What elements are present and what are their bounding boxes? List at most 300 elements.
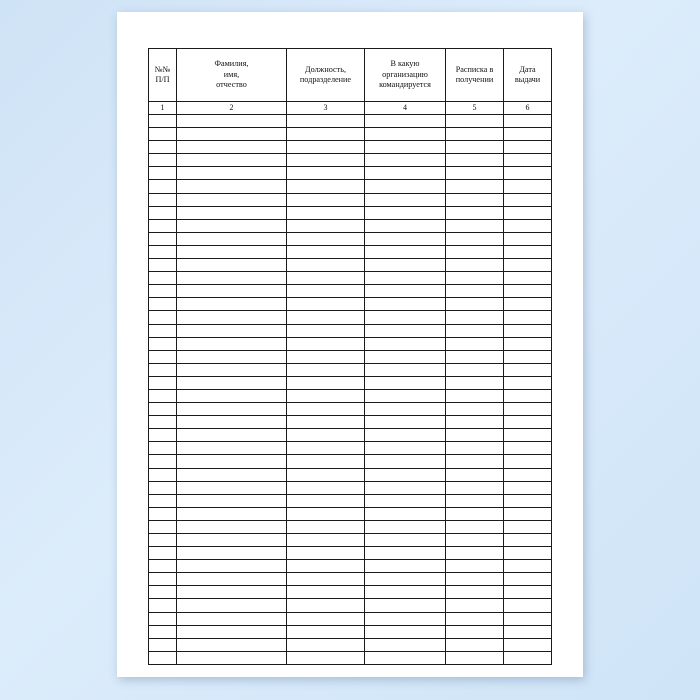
table-cell[interactable] [287, 599, 365, 612]
table-cell[interactable] [504, 651, 552, 664]
table-row[interactable] [149, 625, 552, 638]
table-row[interactable] [149, 128, 552, 141]
table-cell[interactable] [365, 547, 446, 560]
table-cell[interactable] [149, 193, 177, 206]
table-cell[interactable] [446, 403, 504, 416]
table-cell[interactable] [504, 612, 552, 625]
table-cell[interactable] [504, 193, 552, 206]
table-cell[interactable] [446, 481, 504, 494]
table-cell[interactable] [287, 337, 365, 350]
table-cell[interactable] [149, 520, 177, 533]
table-cell[interactable] [446, 167, 504, 180]
table-cell[interactable] [504, 560, 552, 573]
table-cell[interactable] [365, 128, 446, 141]
table-cell[interactable] [149, 154, 177, 167]
table-cell[interactable] [177, 429, 287, 442]
table-cell[interactable] [149, 599, 177, 612]
table-cell[interactable] [177, 403, 287, 416]
table-cell[interactable] [149, 376, 177, 389]
table-cell[interactable] [365, 586, 446, 599]
table-cell[interactable] [504, 167, 552, 180]
table-cell[interactable] [446, 206, 504, 219]
table-cell[interactable] [287, 219, 365, 232]
table-cell[interactable] [177, 376, 287, 389]
table-cell[interactable] [504, 180, 552, 193]
table-row[interactable] [149, 232, 552, 245]
table-cell[interactable] [287, 560, 365, 573]
table-row[interactable] [149, 534, 552, 547]
table-cell[interactable] [446, 442, 504, 455]
table-cell[interactable] [287, 455, 365, 468]
table-cell[interactable] [149, 612, 177, 625]
table-cell[interactable] [287, 442, 365, 455]
table-row[interactable] [149, 245, 552, 258]
table-row[interactable] [149, 311, 552, 324]
table-row[interactable] [149, 599, 552, 612]
table-cell[interactable] [177, 311, 287, 324]
table-cell[interactable] [149, 416, 177, 429]
table-cell[interactable] [365, 285, 446, 298]
table-cell[interactable] [287, 232, 365, 245]
table-cell[interactable] [365, 442, 446, 455]
table-cell[interactable] [177, 507, 287, 520]
table-cell[interactable] [149, 586, 177, 599]
table-cell[interactable] [504, 219, 552, 232]
table-cell[interactable] [149, 403, 177, 416]
table-row[interactable] [149, 206, 552, 219]
table-cell[interactable] [149, 429, 177, 442]
table-row[interactable] [149, 481, 552, 494]
table-cell[interactable] [177, 350, 287, 363]
table-cell[interactable] [365, 115, 446, 128]
column-header-fullname [177, 49, 287, 102]
table-cell[interactable] [365, 311, 446, 324]
table-cell[interactable] [177, 612, 287, 625]
table-cell[interactable] [504, 586, 552, 599]
table-cell[interactable] [446, 638, 504, 651]
table-cell[interactable] [149, 638, 177, 651]
table-row[interactable] [149, 285, 552, 298]
table-cell[interactable] [504, 507, 552, 520]
table-cell[interactable] [365, 167, 446, 180]
table-cell[interactable] [446, 193, 504, 206]
table-row[interactable] [149, 520, 552, 533]
table-cell[interactable] [149, 350, 177, 363]
table-cell[interactable] [287, 625, 365, 638]
table-cell[interactable] [287, 612, 365, 625]
table-cell[interactable] [177, 206, 287, 219]
table-cell[interactable] [504, 128, 552, 141]
table-cell[interactable] [504, 154, 552, 167]
table-cell[interactable] [446, 311, 504, 324]
table-cell[interactable] [149, 128, 177, 141]
table-cell[interactable] [287, 481, 365, 494]
table-row[interactable] [149, 612, 552, 625]
table-cell[interactable] [365, 350, 446, 363]
table-cell[interactable] [365, 520, 446, 533]
table-cell[interactable] [446, 154, 504, 167]
table-cell[interactable] [287, 363, 365, 376]
table-cell[interactable] [365, 141, 446, 154]
table-row[interactable] [149, 154, 552, 167]
table-cell[interactable] [149, 481, 177, 494]
table-cell[interactable] [287, 547, 365, 560]
table-cell[interactable] [365, 180, 446, 193]
table-row[interactable] [149, 337, 552, 350]
table-cell[interactable] [365, 507, 446, 520]
table-cell[interactable] [446, 494, 504, 507]
table-cell[interactable] [504, 573, 552, 586]
table-cell[interactable] [446, 128, 504, 141]
table-row[interactable] [149, 638, 552, 651]
table-cell[interactable] [177, 638, 287, 651]
table-cell[interactable] [504, 389, 552, 402]
table-row[interactable] [149, 180, 552, 193]
table-cell[interactable] [149, 285, 177, 298]
table-cell[interactable] [177, 494, 287, 507]
table-cell[interactable] [149, 219, 177, 232]
table-cell[interactable] [504, 625, 552, 638]
table-cell[interactable] [446, 625, 504, 638]
table-cell[interactable] [149, 311, 177, 324]
table-cell[interactable] [177, 128, 287, 141]
table-cell[interactable] [365, 193, 446, 206]
table-cell[interactable] [446, 547, 504, 560]
table-cell[interactable] [365, 154, 446, 167]
table-cell[interactable] [177, 219, 287, 232]
table-cell[interactable] [177, 625, 287, 638]
table-cell[interactable] [504, 298, 552, 311]
table-cell[interactable] [504, 324, 552, 337]
table-cell[interactable] [365, 376, 446, 389]
table-cell[interactable] [446, 298, 504, 311]
table-cell[interactable] [504, 547, 552, 560]
table-cell[interactable] [177, 520, 287, 533]
table-cell[interactable] [287, 259, 365, 272]
table-cell[interactable] [177, 272, 287, 285]
table-row[interactable] [149, 167, 552, 180]
table-cell[interactable] [365, 272, 446, 285]
table-cell[interactable] [177, 651, 287, 664]
table-cell[interactable] [149, 534, 177, 547]
header-line: №№ [154, 64, 171, 74]
table-cell[interactable] [287, 520, 365, 533]
table-cell[interactable] [287, 507, 365, 520]
table-cell[interactable] [365, 232, 446, 245]
table-cell[interactable] [446, 141, 504, 154]
table-cell[interactable] [504, 494, 552, 507]
table-cell[interactable] [446, 612, 504, 625]
table-cell[interactable] [149, 206, 177, 219]
table-cell[interactable] [504, 416, 552, 429]
table-cell[interactable] [365, 494, 446, 507]
table-cell[interactable] [177, 534, 287, 547]
table-cell[interactable] [365, 573, 446, 586]
table-cell[interactable] [177, 389, 287, 402]
table-cell[interactable] [504, 311, 552, 324]
table-cell[interactable] [177, 442, 287, 455]
table-cell[interactable] [287, 141, 365, 154]
table-cell[interactable] [149, 272, 177, 285]
table-cell[interactable] [287, 193, 365, 206]
table-cell[interactable] [446, 350, 504, 363]
table-cell[interactable] [287, 586, 365, 599]
table-cell[interactable] [287, 167, 365, 180]
table-cell[interactable] [149, 324, 177, 337]
table-cell[interactable] [287, 416, 365, 429]
table-cell[interactable] [177, 141, 287, 154]
table-cell[interactable] [446, 389, 504, 402]
table-cell[interactable] [287, 272, 365, 285]
table-cell[interactable] [287, 534, 365, 547]
table-cell[interactable] [365, 403, 446, 416]
table-cell[interactable] [504, 363, 552, 376]
table-row[interactable] [149, 429, 552, 442]
table-row[interactable] [149, 586, 552, 599]
table-row[interactable] [149, 259, 552, 272]
table-cell[interactable] [446, 363, 504, 376]
table-cell[interactable] [365, 219, 446, 232]
table-cell[interactable] [365, 599, 446, 612]
table-cell[interactable] [446, 219, 504, 232]
table-cell[interactable] [149, 494, 177, 507]
table-cell[interactable] [446, 429, 504, 442]
table-cell[interactable] [446, 560, 504, 573]
table-cell[interactable] [365, 416, 446, 429]
table-cell[interactable] [365, 468, 446, 481]
column-header-position [287, 49, 365, 102]
table-cell[interactable] [446, 245, 504, 258]
table-cell[interactable] [149, 298, 177, 311]
table-cell[interactable] [149, 547, 177, 560]
table-cell[interactable] [504, 468, 552, 481]
table-cell[interactable] [287, 573, 365, 586]
table-cell[interactable] [504, 141, 552, 154]
table-cell[interactable] [287, 324, 365, 337]
table-cell[interactable] [177, 599, 287, 612]
table-row[interactable] [149, 455, 552, 468]
table-cell[interactable] [446, 507, 504, 520]
table-cell[interactable] [177, 416, 287, 429]
table-row[interactable] [149, 324, 552, 337]
table-cell[interactable] [365, 298, 446, 311]
table-cell[interactable] [287, 154, 365, 167]
table-cell[interactable] [177, 455, 287, 468]
table-cell[interactable] [149, 232, 177, 245]
table-row[interactable] [149, 272, 552, 285]
table-cell[interactable] [446, 259, 504, 272]
table-cell[interactable] [177, 560, 287, 573]
table-cell[interactable] [177, 573, 287, 586]
table-row[interactable] [149, 219, 552, 232]
table-cell[interactable] [504, 442, 552, 455]
table-cell[interactable] [149, 442, 177, 455]
table-cell[interactable] [504, 115, 552, 128]
table-cell[interactable] [149, 180, 177, 193]
table-cell[interactable] [287, 115, 365, 128]
table-cell[interactable] [149, 167, 177, 180]
table-cell[interactable] [149, 245, 177, 258]
table-row[interactable] [149, 573, 552, 586]
table-cell[interactable] [504, 534, 552, 547]
table-cell[interactable] [287, 376, 365, 389]
table-cell[interactable] [365, 534, 446, 547]
table-row[interactable] [149, 115, 552, 128]
table-cell[interactable] [365, 259, 446, 272]
table-cell[interactable] [446, 599, 504, 612]
table-cell[interactable] [177, 180, 287, 193]
table-cell[interactable] [177, 115, 287, 128]
table-cell[interactable] [365, 337, 446, 350]
table-cell[interactable] [177, 167, 287, 180]
table-cell[interactable] [365, 389, 446, 402]
table-cell[interactable] [177, 481, 287, 494]
table-cell[interactable] [365, 612, 446, 625]
table-cell[interactable] [446, 520, 504, 533]
table-cell[interactable] [504, 376, 552, 389]
table-cell[interactable] [177, 363, 287, 376]
table-cell[interactable] [287, 403, 365, 416]
table-row[interactable] [149, 560, 552, 573]
table-row[interactable] [149, 442, 552, 455]
table-cell[interactable] [365, 638, 446, 651]
table-cell[interactable] [287, 311, 365, 324]
column-number-cell: 5 [446, 102, 504, 115]
table-cell[interactable] [365, 560, 446, 573]
table-cell[interactable] [149, 625, 177, 638]
table-row[interactable] [149, 416, 552, 429]
table-cell[interactable] [504, 259, 552, 272]
table-row[interactable] [149, 193, 552, 206]
table-cell[interactable] [287, 206, 365, 219]
table-cell[interactable] [446, 285, 504, 298]
table-cell[interactable] [504, 337, 552, 350]
table-cell[interactable] [287, 429, 365, 442]
table-cell[interactable] [149, 389, 177, 402]
table-cell[interactable] [149, 560, 177, 573]
column-header-number [149, 49, 177, 102]
table-cell[interactable] [504, 481, 552, 494]
table-cell[interactable] [177, 193, 287, 206]
table-cell[interactable] [504, 206, 552, 219]
table-cell[interactable] [177, 285, 287, 298]
table-row[interactable] [149, 389, 552, 402]
table-cell[interactable] [446, 586, 504, 599]
table-cell[interactable] [177, 586, 287, 599]
table-row[interactable] [149, 468, 552, 481]
table-cell[interactable] [504, 245, 552, 258]
table-cell[interactable] [287, 468, 365, 481]
table-cell[interactable] [149, 115, 177, 128]
table-row[interactable] [149, 494, 552, 507]
table-row[interactable] [149, 547, 552, 560]
table-cell[interactable] [287, 494, 365, 507]
table-cell[interactable] [287, 298, 365, 311]
table-cell[interactable] [177, 298, 287, 311]
table-cell[interactable] [177, 154, 287, 167]
table-cell[interactable] [504, 232, 552, 245]
table-cell[interactable] [504, 455, 552, 468]
table-cell[interactable] [365, 481, 446, 494]
table-cell[interactable] [446, 115, 504, 128]
form-sheet [148, 48, 551, 665]
table-cell[interactable] [365, 245, 446, 258]
table-cell[interactable] [177, 245, 287, 258]
table-cell[interactable] [177, 232, 287, 245]
table-cell[interactable] [287, 128, 365, 141]
table-row[interactable] [149, 298, 552, 311]
table-cell[interactable] [177, 259, 287, 272]
table-cell[interactable] [446, 455, 504, 468]
table-cell[interactable] [287, 389, 365, 402]
table-cell[interactable] [504, 638, 552, 651]
table-cell[interactable] [149, 259, 177, 272]
table-cell[interactable] [149, 141, 177, 154]
table-row[interactable] [149, 403, 552, 416]
table-cell[interactable] [149, 363, 177, 376]
table-cell[interactable] [504, 285, 552, 298]
table-cell[interactable] [365, 363, 446, 376]
table-cell[interactable] [504, 350, 552, 363]
table-cell[interactable] [504, 520, 552, 533]
table-cell[interactable] [149, 507, 177, 520]
table-cell[interactable] [446, 534, 504, 547]
table-cell[interactable] [149, 455, 177, 468]
table-cell[interactable] [446, 573, 504, 586]
table-cell[interactable] [287, 638, 365, 651]
table-cell[interactable] [287, 285, 365, 298]
table-cell[interactable] [149, 468, 177, 481]
table-cell[interactable] [287, 350, 365, 363]
table-cell[interactable] [177, 324, 287, 337]
table-cell[interactable] [365, 651, 446, 664]
table-cell[interactable] [177, 468, 287, 481]
table-cell[interactable] [365, 324, 446, 337]
table-cell[interactable] [287, 180, 365, 193]
table-cell[interactable] [287, 245, 365, 258]
table-cell[interactable] [177, 337, 287, 350]
table-row[interactable] [149, 363, 552, 376]
table-cell[interactable] [504, 403, 552, 416]
table-row[interactable] [149, 376, 552, 389]
table-cell[interactable] [446, 324, 504, 337]
table-row[interactable] [149, 507, 552, 520]
table-cell[interactable] [446, 180, 504, 193]
table-cell[interactable] [446, 232, 504, 245]
table-cell[interactable] [446, 651, 504, 664]
table-cell[interactable] [446, 272, 504, 285]
table-cell[interactable] [287, 651, 365, 664]
table-cell[interactable] [504, 429, 552, 442]
table-cell[interactable] [504, 272, 552, 285]
table-cell[interactable] [446, 376, 504, 389]
table-cell[interactable] [177, 547, 287, 560]
table-cell[interactable] [149, 651, 177, 664]
table-row[interactable] [149, 651, 552, 664]
table-cell[interactable] [365, 625, 446, 638]
table-cell[interactable] [365, 455, 446, 468]
table-cell[interactable] [504, 599, 552, 612]
table-row[interactable] [149, 350, 552, 363]
table-cell[interactable] [446, 468, 504, 481]
table-cell[interactable] [446, 416, 504, 429]
table-cell[interactable] [149, 337, 177, 350]
table-cell[interactable] [149, 573, 177, 586]
table-cell[interactable] [365, 206, 446, 219]
table-cell[interactable] [365, 429, 446, 442]
table-row[interactable] [149, 141, 552, 154]
table-cell[interactable] [446, 337, 504, 350]
